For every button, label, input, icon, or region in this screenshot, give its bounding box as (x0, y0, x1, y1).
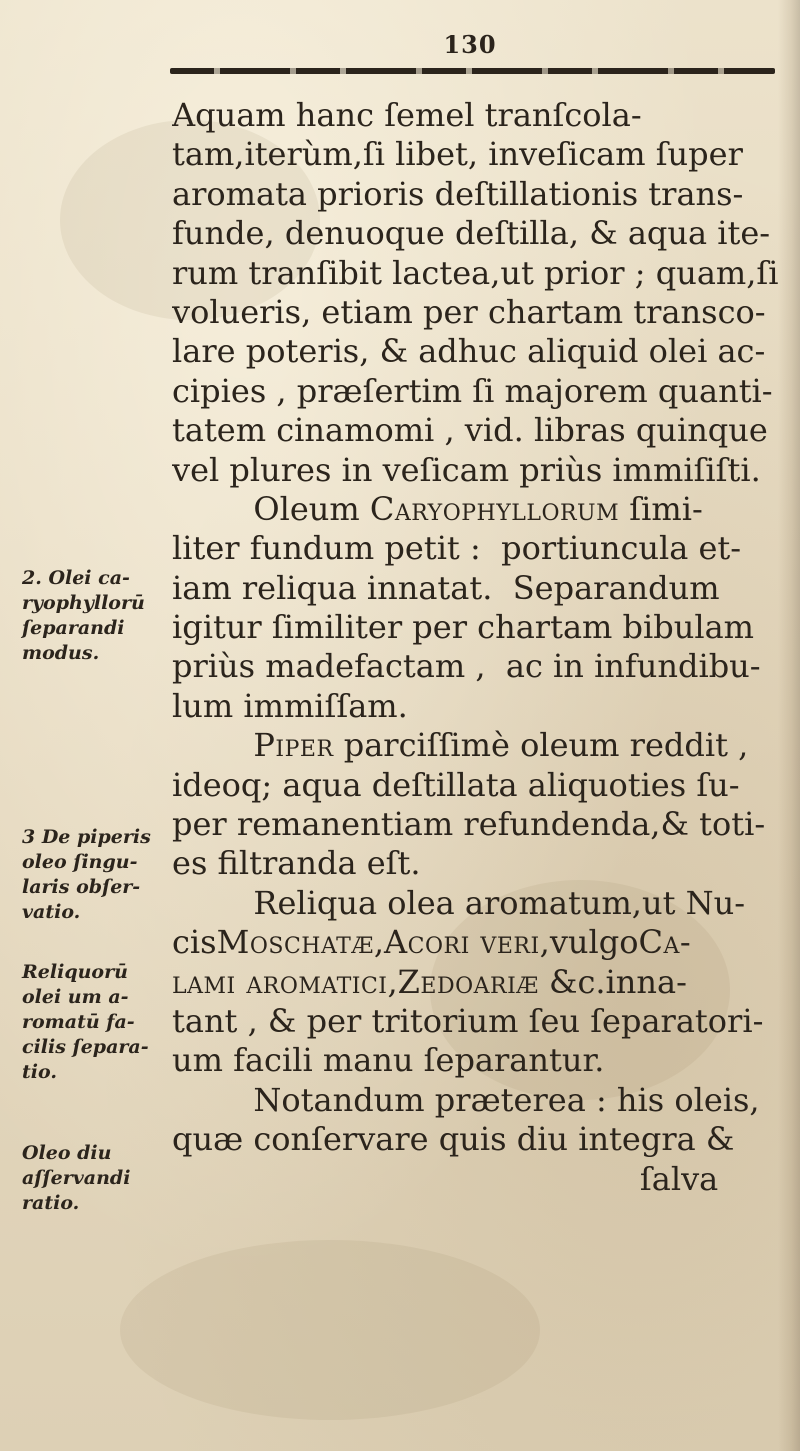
text-line (172, 844, 782, 883)
text-line (172, 1041, 782, 1080)
text-line (172, 647, 782, 686)
text-line (172, 1081, 782, 1120)
text-line (172, 451, 782, 490)
text-run: Notandum præterea : his oleis, (172, 1080, 760, 1119)
text-run: cipies , præſertim ſi majorem quanti- (172, 371, 773, 410)
text-line (172, 766, 782, 805)
small-caps-term: Caryophyllorum (369, 489, 620, 528)
text-run: liter fundum petit : portiuncula et- (172, 529, 742, 568)
ornamental-rule (170, 68, 775, 74)
paper-stain (120, 1240, 540, 1420)
text-line (172, 332, 782, 371)
text-line (172, 569, 782, 608)
text-run: lum immiſſam. (172, 686, 408, 725)
margin-note-asservandi: Oleo diu aſſervandi ratio. (22, 1142, 131, 1214)
text-run: aromata prioris deſtillationis trans- (172, 174, 744, 213)
text-line (172, 490, 782, 529)
text-run: , (387, 962, 398, 1001)
margin-note-caryophyllorum: 2. Olei ca- ryophyllorū ſeparandi modus. (22, 567, 145, 664)
text-line (172, 254, 782, 293)
text-line (172, 175, 782, 214)
text-line (172, 1120, 782, 1159)
text-run: Aquam hanc ſemel tranſcola- (172, 96, 642, 134)
text-run: vel plures in veſicam priùs immiſiſti. (172, 450, 761, 489)
text-run: priùs madefactam , ac in infundibu- (172, 647, 761, 686)
text-run: funde, denuoque deſtilla, & aqua ite- (172, 214, 771, 253)
text-run: tant , & per tritorium ſeu ſeparatori- (172, 1001, 764, 1040)
small-caps-term: Zedoariæ (397, 962, 539, 1001)
text-line (172, 687, 782, 726)
text-run: iam reliqua innatat. Separandum (172, 568, 720, 607)
text-line (172, 608, 782, 647)
text-line (172, 372, 782, 411)
small-caps-term: Piper (253, 726, 334, 765)
text-run: Reliqua olea aromatum,ut Nu- (172, 883, 746, 922)
text-run: ideoq; aqua deſtillata aliquoties ſu- (172, 765, 740, 804)
text-run: lare poteris, & adhuc aliquid olei ac- (172, 332, 766, 371)
text-run: um facili manu ſeparantur. (172, 1041, 605, 1080)
text-run: tam,iterùm,ſi libet, inveſicam ſuper (172, 135, 743, 174)
text-run: es filtranda eſt. (172, 844, 421, 883)
margin-note-piper: 3 De piperis oleo ſingu- laris obſer- vatio. (22, 826, 151, 923)
small-caps-term: Ca- (638, 923, 692, 962)
text-run: , (373, 923, 385, 962)
text-run: volueris, etiam per chartam transco- (172, 292, 766, 331)
text-run: igitur ſimiliter per chartam bibulam (172, 608, 754, 647)
text-line (172, 135, 782, 174)
text-line (172, 1002, 782, 1041)
text-run: ſimi- (619, 489, 703, 528)
text-line (172, 411, 782, 450)
text-line (172, 96, 782, 135)
text-line (172, 1160, 782, 1199)
body-text (172, 96, 782, 1199)
text-run: &c.inna- (538, 962, 687, 1001)
text-run: rum tranſibit lactea,ut prior ; quam,ſi (172, 253, 779, 292)
small-caps-term: Moschatæ (216, 923, 374, 962)
text-line (172, 293, 782, 332)
text-run: ſalva (172, 1159, 719, 1198)
text-run: Oleum (172, 489, 370, 528)
small-caps-term: lami aromatici (172, 962, 388, 1001)
text-line (172, 963, 782, 1002)
text-line (172, 805, 782, 844)
text-line (172, 726, 782, 765)
margin-note-reliquorum: Reliquorū olei um a- romatū fa- cilis ſepara- tio. (22, 961, 149, 1083)
text-run: per remanentiam refundenda,& toti- (172, 805, 766, 844)
text-line (172, 923, 782, 962)
text-run: tatem cinamomi , vid. libras quinque (172, 411, 768, 450)
text-run: quæ conſervare quis diu integra & (172, 1120, 735, 1159)
text-run: ,vulgo (539, 923, 639, 962)
text-line (172, 529, 782, 568)
text-run (172, 726, 253, 764)
text-line (172, 214, 782, 253)
page-edge-shadow (778, 0, 800, 1451)
text-run: cis (172, 923, 217, 962)
text-run: parciſſimè oleum reddit , (333, 726, 749, 765)
text-line (172, 884, 782, 923)
small-caps-term: Acori veri (384, 923, 540, 962)
page-number: 130 (443, 30, 497, 59)
